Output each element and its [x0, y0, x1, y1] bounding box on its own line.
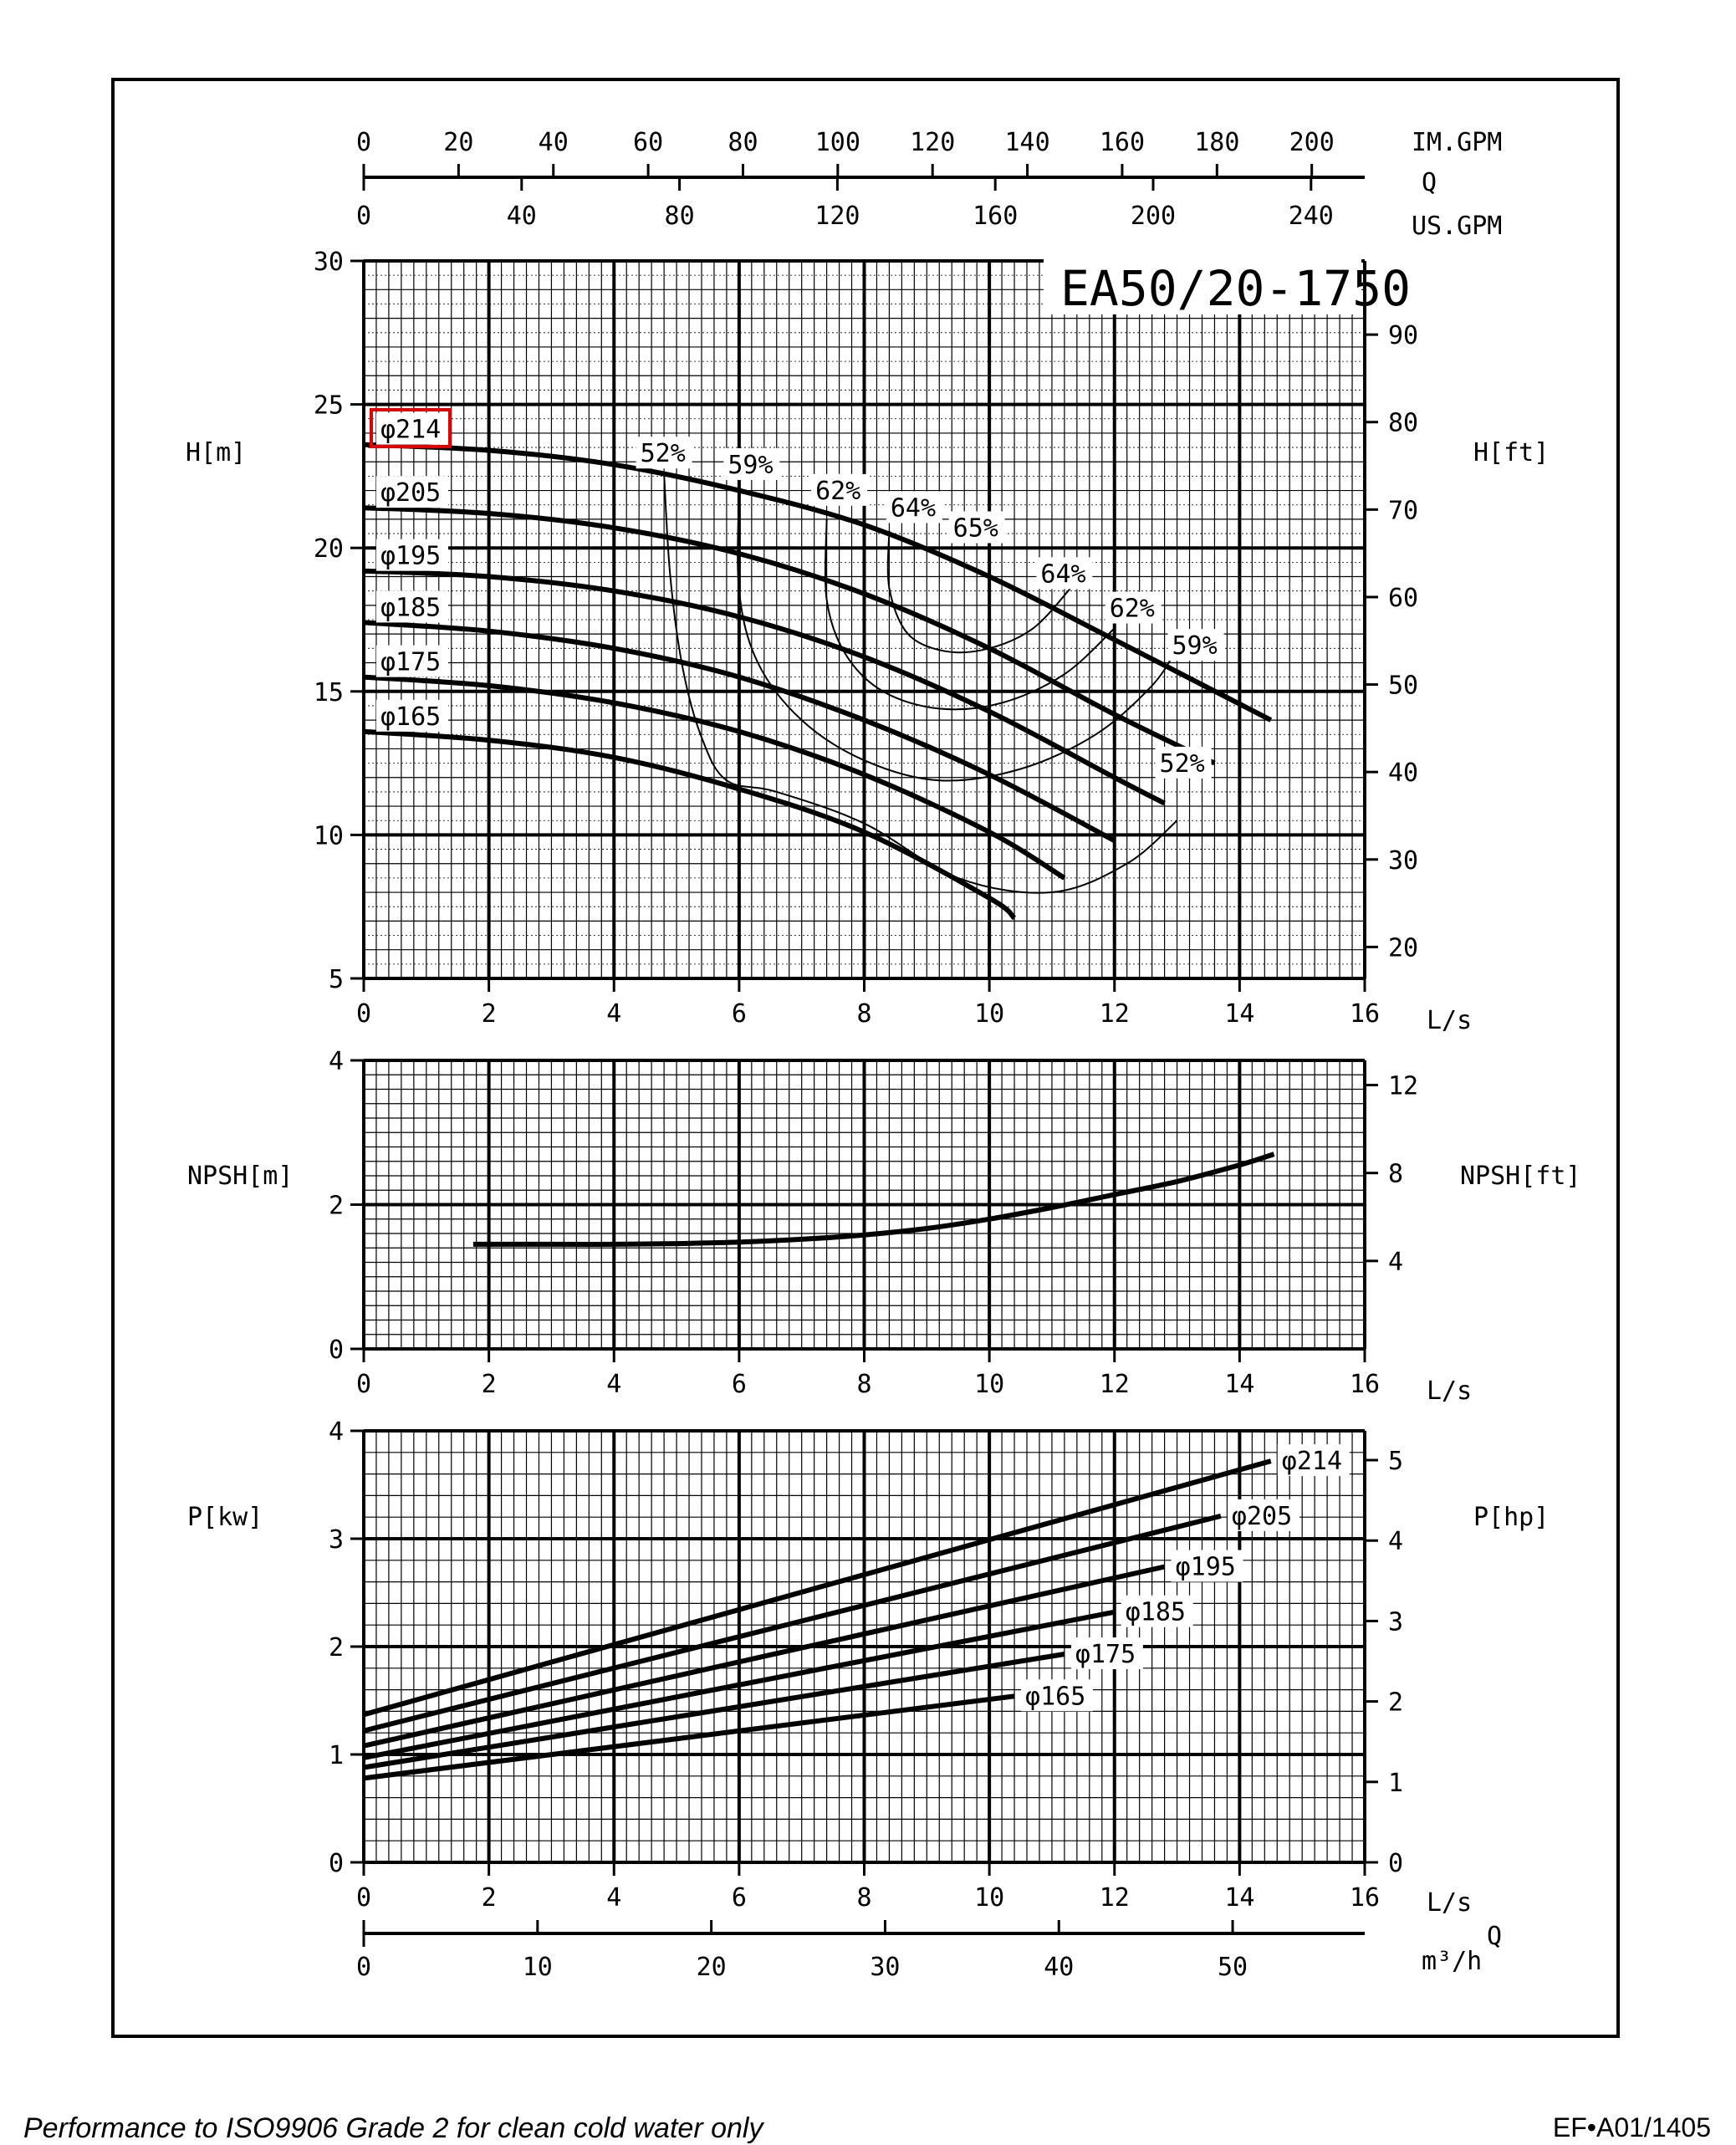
npsh-x-unit-label: L/s — [1427, 1376, 1473, 1406]
us-gpm-tick-label: 200 — [1130, 202, 1177, 231]
x-tick-label: 16 — [1349, 1883, 1381, 1913]
power-curve — [364, 1461, 1271, 1714]
us-gpm-tick-label: 160 — [973, 202, 1019, 231]
power-hp-axis-label: P[hp] — [1473, 1503, 1550, 1532]
us-gpm-label: US.GPM — [1412, 212, 1503, 241]
x-tick-label: 0 — [355, 999, 372, 1029]
efficiency-label: 64% — [1040, 559, 1086, 590]
head-curve-label: φ185 — [380, 593, 442, 623]
right-tick-label: 8 — [1388, 1159, 1404, 1189]
y-tick-label: 20 — [313, 534, 344, 564]
right-tick-label: 40 — [1388, 758, 1419, 789]
im-gpm-tick-label: 40 — [538, 128, 569, 157]
power-x-unit-label: L/s — [1427, 1888, 1473, 1918]
x-tick-label: 6 — [731, 999, 747, 1029]
x-tick-label: 8 — [856, 1370, 872, 1399]
im-gpm-tick-label: 200 — [1289, 128, 1335, 157]
y-tick-label: 1 — [328, 1741, 344, 1770]
y-tick-label: 10 — [313, 821, 344, 851]
x-tick-label: 14 — [1224, 999, 1255, 1029]
x-tick-label: 8 — [856, 1883, 872, 1913]
x-tick-label: 2 — [481, 1883, 497, 1913]
m3h-tick-label: 0 — [355, 1953, 372, 1982]
us-gpm-tick-label: 40 — [506, 202, 537, 231]
x-tick-label: 2 — [481, 999, 497, 1029]
head-axis-label: H[m] — [186, 438, 247, 467]
x-tick-label: 6 — [731, 1883, 747, 1913]
footer-code: EF•A01/1405 — [1552, 2112, 1711, 2142]
efficiency-label: 65% — [952, 513, 998, 544]
x-tick-label: 0 — [355, 1883, 372, 1913]
x-tick-label: 6 — [731, 1370, 747, 1399]
y-tick-label: 4 — [328, 1047, 344, 1076]
x-tick-label: 14 — [1224, 1883, 1255, 1913]
im-gpm-tick-label: 100 — [814, 128, 860, 157]
x-tick-label: 0 — [355, 1370, 372, 1399]
power-curve-label: φ165 — [1025, 1682, 1086, 1712]
m3h-tick-label: 10 — [522, 1953, 553, 1982]
right-tick-label: 4 — [1388, 1247, 1404, 1277]
right-tick-label: 0 — [1388, 1849, 1404, 1878]
us-gpm-tick-label: 80 — [664, 202, 695, 231]
im-gpm-tick-label: 60 — [633, 128, 664, 157]
x-tick-label: 10 — [974, 1370, 1005, 1399]
y-tick-label: 5 — [328, 965, 344, 994]
y-tick-label: 30 — [313, 248, 344, 277]
x-tick-label: 4 — [606, 999, 622, 1029]
head-curve-label: φ165 — [380, 702, 442, 732]
x-tick-label: 16 — [1349, 999, 1381, 1029]
right-tick-label: 12 — [1388, 1071, 1419, 1101]
npsh-curve — [473, 1154, 1274, 1244]
right-tick-label: 5 — [1388, 1447, 1404, 1477]
y-tick-label: 15 — [313, 677, 344, 707]
right-tick-label: 20 — [1388, 933, 1419, 963]
efficiency-contour — [664, 473, 1177, 893]
efficiency-label: 62% — [815, 476, 861, 506]
head-curve-label: φ195 — [380, 541, 442, 571]
m3h-tick-label: 50 — [1218, 1953, 1248, 1982]
im-gpm-tick-label: 80 — [728, 128, 758, 157]
x-tick-label: 4 — [606, 1883, 622, 1913]
m3h-tick-label: 40 — [1044, 1953, 1075, 1982]
head-ft-axis-label: H[ft] — [1473, 438, 1550, 467]
efficiency-label: 52% — [640, 439, 686, 469]
power-curve-label: φ205 — [1231, 1501, 1293, 1531]
power-curve-label: φ185 — [1125, 1597, 1186, 1627]
efficiency-label: 52% — [1159, 748, 1205, 779]
im-gpm-tick-label: 140 — [1004, 128, 1050, 157]
efficiency-label: 64% — [890, 493, 937, 523]
right-tick-label: 80 — [1388, 408, 1419, 438]
x-tick-label: 12 — [1099, 1370, 1130, 1399]
npsh-ft-axis-label: NPSH[ft] — [1460, 1162, 1581, 1191]
m3h-tick-label: 20 — [696, 1953, 727, 1982]
x-tick-label: 2 — [481, 1370, 497, 1399]
x-tick-label: 8 — [856, 999, 872, 1029]
us-gpm-tick-label: 0 — [355, 202, 372, 231]
right-tick-label: 50 — [1388, 671, 1419, 701]
im-gpm-label: IM.GPM — [1412, 128, 1503, 157]
power-curve-label: φ214 — [1281, 1447, 1343, 1477]
power-axis-label: P[kw] — [187, 1503, 263, 1532]
x-tick-label: 12 — [1099, 1883, 1130, 1913]
x-tick-label: 10 — [974, 999, 1005, 1029]
y-tick-label: 2 — [328, 1633, 344, 1662]
right-tick-label: 3 — [1388, 1607, 1404, 1637]
bottom-m3h-label: m³/h — [1422, 1947, 1483, 1976]
x-tick-label: 10 — [974, 1883, 1005, 1913]
right-tick-label: 60 — [1388, 583, 1419, 613]
y-tick-label: 0 — [328, 1336, 344, 1365]
right-tick-label: 1 — [1388, 1768, 1404, 1798]
x-tick-label: 4 — [606, 1370, 622, 1399]
us-gpm-tick-label: 240 — [1288, 202, 1334, 231]
im-gpm-tick-label: 120 — [910, 128, 956, 157]
x-tick-label: 12 — [1099, 999, 1130, 1029]
right-tick-label: 90 — [1388, 321, 1419, 351]
m3h-tick-label: 30 — [870, 1953, 901, 1982]
power-curve-label: φ195 — [1175, 1552, 1236, 1582]
efficiency-label: 59% — [1172, 631, 1218, 661]
right-tick-label: 4 — [1388, 1527, 1404, 1557]
top-q-label: Q — [1422, 168, 1437, 197]
bottom-q-label: Q — [1487, 1922, 1503, 1951]
im-gpm-tick-label: 160 — [1099, 128, 1146, 157]
head-curve-label: φ205 — [380, 478, 442, 508]
im-gpm-tick-label: 180 — [1194, 128, 1240, 157]
efficiency-label: 59% — [728, 450, 774, 480]
right-tick-label: 30 — [1388, 845, 1419, 876]
right-tick-label: 70 — [1388, 496, 1419, 526]
chart-title: EA50/20-1750 — [1060, 260, 1412, 317]
head-x-unit-label: L/s — [1427, 1006, 1473, 1035]
npsh-axis-label: NPSH[m] — [187, 1162, 294, 1191]
im-gpm-tick-label: 0 — [355, 128, 372, 157]
y-tick-label: 0 — [328, 1849, 344, 1878]
im-gpm-tick-label: 20 — [443, 128, 474, 157]
x-tick-label: 16 — [1349, 1370, 1381, 1399]
y-tick-label: 4 — [328, 1417, 344, 1447]
footer-note: Performance to ISO9906 Grade 2 for clean cold water only — [23, 2112, 763, 2144]
y-tick-label: 3 — [328, 1525, 344, 1555]
efficiency-label: 62% — [1109, 594, 1155, 624]
head-curve-label: φ175 — [380, 647, 442, 677]
curve-layer — [364, 445, 1274, 1779]
y-tick-label: 2 — [328, 1191, 344, 1221]
us-gpm-tick-label: 120 — [814, 202, 860, 231]
power-curve-label: φ175 — [1075, 1640, 1136, 1670]
y-tick-label: 25 — [313, 391, 344, 421]
x-tick-label: 14 — [1224, 1370, 1255, 1399]
right-tick-label: 2 — [1388, 1688, 1404, 1718]
head-curve-label: φ214 — [380, 415, 442, 445]
